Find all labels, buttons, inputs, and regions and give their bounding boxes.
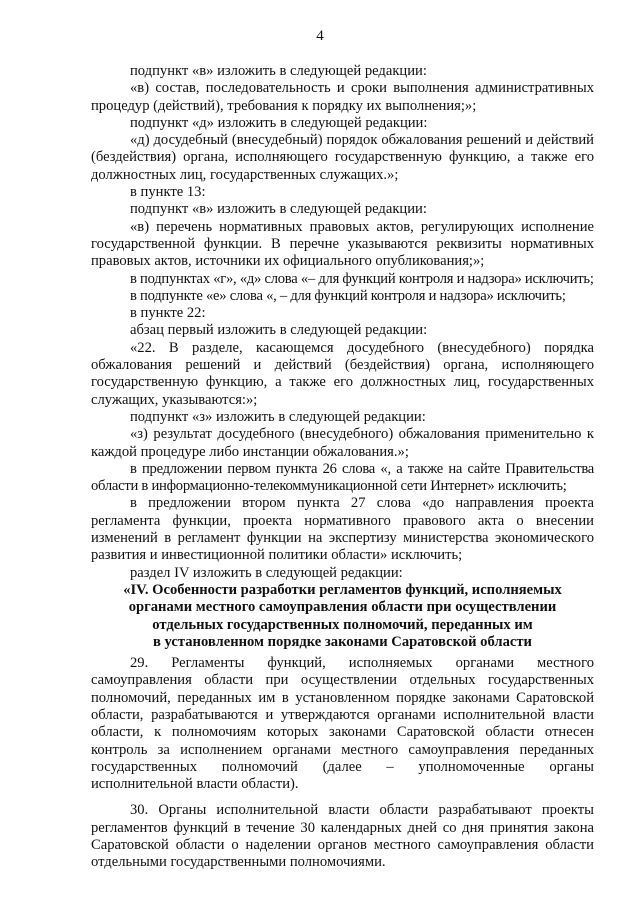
paragraph: в пункте 13: bbox=[130, 184, 206, 201]
document-body bbox=[91, 63, 594, 872]
paragraph: абзац первый изложить в следующей редакции: bbox=[130, 322, 428, 339]
paragraph: «д) досудебный (внесудебный) порядок обжалования решений и действий (бездействия) органа, исполняющего государственную функцию, а также его должностных лиц, государственных служащих.»; bbox=[91, 132, 594, 183]
section-heading-line: отдельных государственных полномочий, переданных им bbox=[152, 616, 533, 633]
paragraph: подпункт «д» изложить в следующей редакции: bbox=[130, 114, 428, 131]
section-heading bbox=[91, 582, 594, 651]
paragraph: в предложении втором пункта 27 слова «до направления проекта регламента функции, проекта нормативного правового акта о внесении изменений в регламент функции на экспертизу министерства экономического развития и инвестиционной политики области» исключить; bbox=[91, 495, 594, 564]
paragraph: 30. Органы исполнительной власти области разрабатывают проекты регламентов функций в течение 30 календарных дней со дня принятия закона Саратовской области о наделении органов местного самоуправления области отдельными государственными полномочиями. bbox=[91, 802, 594, 871]
section-heading-line: «IV. Особенности разработки регламентов функций, исполняемых bbox=[123, 581, 562, 598]
paragraph: «в) перечень нормативных правовых актов, регулирующих исполнение государственной функции. В перечне указываются реквизиты нормативных правовых актов, источники их официального опубликования;»; bbox=[91, 218, 594, 270]
paragraph: «в) состав, последовательность и сроки выполнения административных процедур (действий), требования к порядку их выполнения;»; bbox=[91, 80, 594, 114]
paragraph: 29. Регламенты функций, исполняемых органами местного самоуправления области при осуществлении отдельных государственных полномочий, переданных им в установленном порядке законами Саратовской области, разрабатываются и утверждаются органами исполнительной власти области, к полномочиям которых законами Саратовской области отнесен контроль за исполнением органами местного самоуправления переданных государственных полномочий (далее – уполномоченные органы исполнительной власти области). bbox=[91, 655, 594, 793]
paragraph: в предложении первом пункта 26 слова «, а также на сайте Правительства области в информационно-телекоммуникационной сети Интернет» исключить; bbox=[91, 460, 594, 495]
paragraph: «22. В разделе, касающемся досудебного (внесудебного) порядка обжалования решений и действий (бездействия) органа, исполняющего государственную функцию, а также его должностных лиц, государственных служащих, указываются:»; bbox=[91, 339, 594, 408]
paragraph: подпункт «в» изложить в следующей редакции: bbox=[130, 63, 427, 79]
paragraph: в пункте 22: bbox=[130, 305, 206, 322]
paragraph: «з) результат досудебного (внесудебного) обжалования применительно к каждой процедуре либо инстанции обжалования.»; bbox=[91, 426, 594, 460]
paragraph: подпункт «в» изложить в следующей редакции: bbox=[130, 201, 427, 218]
section-heading-line: в установленном порядке законами Саратовской области bbox=[153, 633, 532, 650]
section-heading-line: органами местного самоуправления области при осуществлении bbox=[128, 599, 557, 616]
page-number: 4 bbox=[316, 28, 324, 44]
paragraph: подпункт «з» изложить в следующей редакции: bbox=[130, 408, 426, 425]
paragraph: в подпунктах «г», «д» слова «– для функций контроля и надзора» исключить; bbox=[130, 270, 594, 287]
paragraph: раздел IV изложить в следующей редакции: bbox=[130, 564, 403, 581]
paragraph: в подпункте «е» слова «, – для функций контроля и надзора» исключить; bbox=[130, 287, 566, 304]
